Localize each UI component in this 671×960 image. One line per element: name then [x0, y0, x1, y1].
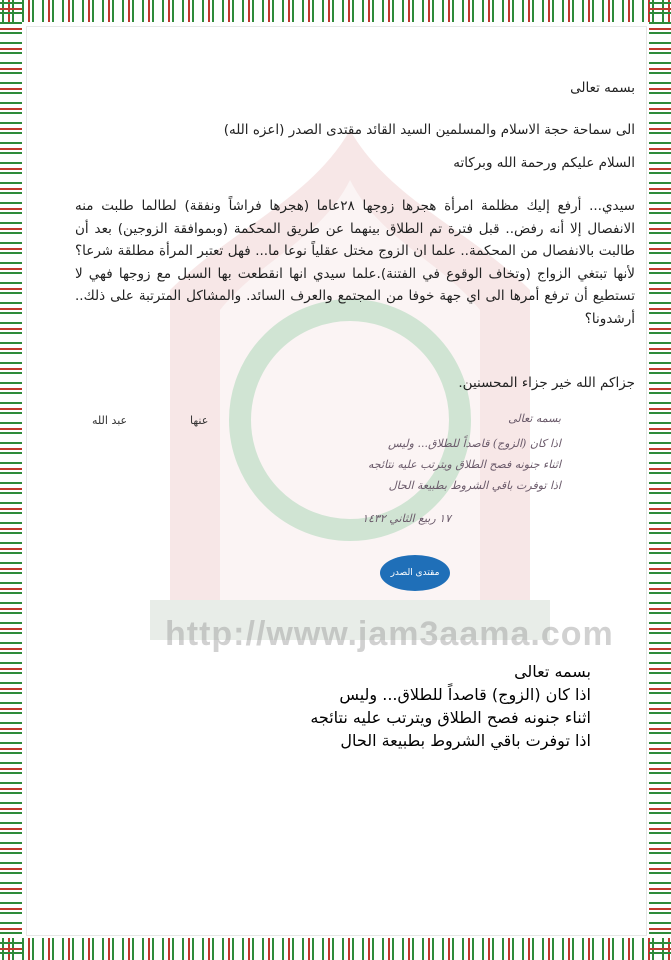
answer-line-3: اثناء جنونه فصح الطلاق ويترتب عليه نتائجه — [310, 708, 591, 727]
letter-address: الى سماحة حجة الاسلام والمسلمين السيد القائد مقتدى الصدر (اعزه الله) — [223, 122, 635, 138]
left-border — [0, 0, 22, 960]
signature-left: عبد الله — [92, 414, 128, 427]
letter-body: سيدي... أرفع إليك مظلمة امرأة هجرها زوجها ٢٨عاما (هجرها فراشاً ونفقة) لطالما طلبت منه الانفصال إلا أنه رفض.. قبل فترة تم الطلاق بينهما عن طريق المحكمة (وبموافقة الزوجين) بعد أن طالبت بالانفصال من المحكمة.. علما ان الزوج مختل عقلياً نوعا ما... فهل تعتبر المرأة مطلقة شرعا؟ لأنها تبتغي الزواج (وتخاف الوقوع في الفتنة).علما سيدي انها انقطعت بها السبل مع زوجها فهي لا تستطيع أن ترفع أمرها الى اي جهة خوفا من المجتمع والعرف السائد. والمشاكل المترتبة على ذلك.. أرشدونا؟ — [75, 198, 635, 327]
answer-line-2: اذا كان (الزوج) قاصداً للطلاق... وليس — [339, 685, 591, 704]
handwritten-date: ١٧ ربيع الثاني ١٤٣٢ — [362, 512, 451, 525]
stamp-text: مقتدى الصدر — [390, 568, 440, 578]
answer-line-1: بسمه تعالى — [514, 662, 591, 681]
handwritten-line-2: اذا كان (الزوج) قاصداً للطلاق... وليس — [387, 437, 561, 450]
letter-greeting: السلام عليكم ورحمة الله وبركاته — [453, 155, 635, 171]
right-border — [649, 0, 671, 960]
bottom-border — [0, 938, 671, 960]
handwritten-line-3: اثناء جنونه فصح الطلاق ويترتب عليه نتائجه — [368, 458, 561, 471]
seal-stamp — [380, 555, 450, 591]
handwritten-line-4: اذا توفرت باقي الشروط بطبيعة الحال — [388, 479, 561, 492]
watermark-url: http://www.jam3aama.com — [165, 615, 614, 653]
top-border — [0, 0, 671, 22]
letter-closing: جزاكم الله خير جزاء المحسنين. — [458, 375, 635, 391]
signature-right: عنها — [190, 414, 209, 427]
letter-basmala: بسمه تعالى — [570, 80, 635, 96]
handwritten-basmala: بسمه تعالى — [508, 412, 561, 425]
answer-line-4: اذا توفرت باقي الشروط بطبيعة الحال — [340, 731, 591, 750]
